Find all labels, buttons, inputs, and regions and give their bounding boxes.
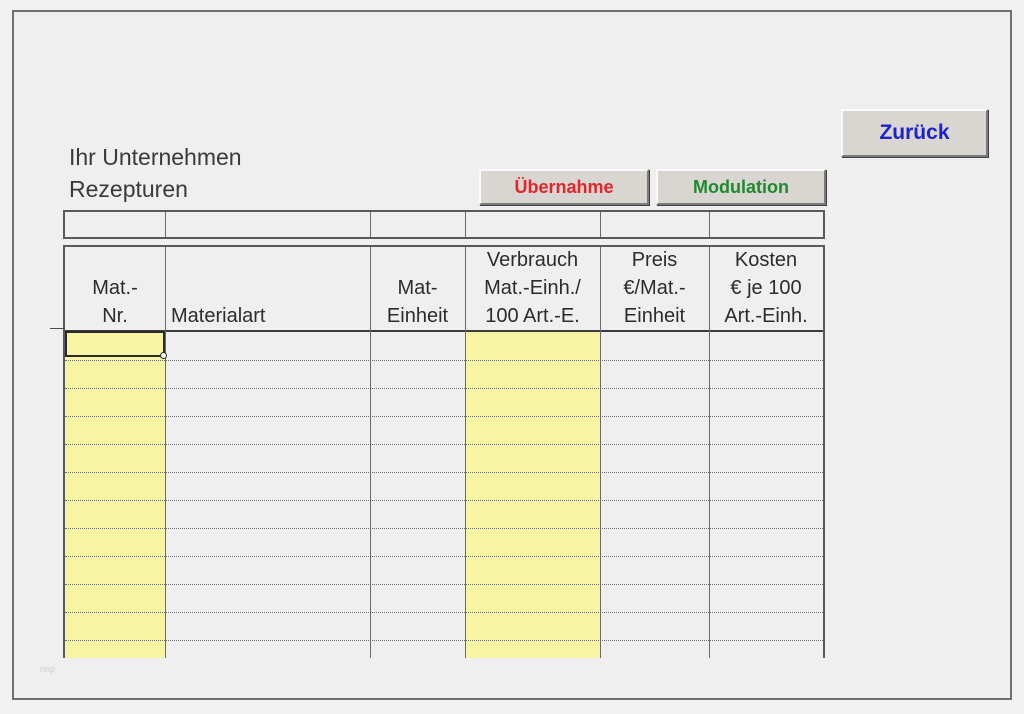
cell-price[interactable] — [600, 612, 709, 640]
cell-cost[interactable] — [709, 416, 823, 444]
cell-cost[interactable] — [709, 584, 823, 612]
company-name: Ihr Unternehmen — [69, 144, 242, 170]
header-price: Preis €/Mat.- Einheit — [623, 249, 686, 327]
cell-mat-nr[interactable] — [65, 528, 165, 556]
watermark: nnp — [40, 664, 56, 674]
cell-material-type[interactable] — [165, 416, 370, 444]
cell-mat-unit[interactable] — [370, 444, 465, 472]
cell-material-type[interactable] — [165, 388, 370, 416]
cell-mat-nr[interactable] — [65, 612, 165, 640]
cell-material-type[interactable] — [165, 556, 370, 584]
header-cost: Kosten € je 100 Art.-Einh. — [724, 249, 808, 327]
cell-price[interactable] — [600, 444, 709, 472]
cell-price[interactable] — [600, 640, 709, 658]
cell-consumption[interactable] — [465, 584, 600, 612]
cell-mat-unit[interactable] — [370, 584, 465, 612]
fill-handle[interactable] — [160, 352, 167, 359]
cell-consumption[interactable] — [465, 444, 600, 472]
cell-price[interactable] — [600, 360, 709, 388]
cell-material-type[interactable] — [165, 584, 370, 612]
cell-mat-nr[interactable] — [65, 584, 165, 612]
cell-consumption[interactable] — [465, 472, 600, 500]
cell-mat-nr[interactable] — [65, 500, 165, 528]
row-extension-mark — [50, 328, 65, 329]
cell-consumption[interactable] — [465, 500, 600, 528]
cell-material-type[interactable] — [165, 528, 370, 556]
cell-consumption[interactable] — [465, 360, 600, 388]
cell-price[interactable] — [600, 584, 709, 612]
cell-price[interactable] — [600, 472, 709, 500]
cell-mat-unit[interactable] — [370, 556, 465, 584]
cell-cost[interactable] — [709, 612, 823, 640]
cell-consumption[interactable] — [465, 612, 600, 640]
cell-mat-nr[interactable] — [65, 416, 165, 444]
cell-cost[interactable] — [709, 332, 823, 360]
cell-consumption[interactable] — [465, 556, 600, 584]
cell-material-type[interactable] — [165, 472, 370, 500]
cell-consumption[interactable] — [465, 416, 600, 444]
cell-cost[interactable] — [709, 444, 823, 472]
cell-mat-nr[interactable] — [65, 640, 165, 658]
cell-mat-unit[interactable] — [370, 640, 465, 658]
recipe-table — [63, 245, 825, 658]
cell-consumption[interactable] — [465, 640, 600, 658]
cell-mat-unit[interactable] — [370, 416, 465, 444]
cell-cost[interactable] — [709, 640, 823, 658]
modulation-button[interactable]: Modulation — [656, 169, 826, 205]
active-cell-selection[interactable] — [65, 331, 165, 357]
cell-mat-nr[interactable] — [65, 472, 165, 500]
cell-price[interactable] — [600, 332, 709, 360]
cell-material-type[interactable] — [165, 640, 370, 658]
cell-mat-nr[interactable] — [65, 556, 165, 584]
cell-cost[interactable] — [709, 360, 823, 388]
header-consumption: Verbrauch Mat.-Einh./ 100 Art.-E. — [484, 249, 581, 327]
cell-price[interactable] — [600, 528, 709, 556]
take-over-button[interactable]: Übernahme — [479, 169, 649, 205]
cell-cost[interactable] — [709, 528, 823, 556]
header-mat-unit: Mat- Einheit — [386, 277, 449, 327]
header-strip — [63, 210, 825, 239]
cell-mat-unit[interactable] — [370, 388, 465, 416]
cell-mat-unit[interactable] — [370, 528, 465, 556]
cell-material-type[interactable] — [165, 612, 370, 640]
cell-cost[interactable] — [709, 500, 823, 528]
cell-price[interactable] — [600, 500, 709, 528]
cell-mat-nr[interactable] — [65, 444, 165, 472]
cell-mat-unit[interactable] — [370, 332, 465, 360]
cell-price[interactable] — [600, 556, 709, 584]
cell-mat-nr[interactable] — [65, 360, 165, 388]
cell-cost[interactable] — [709, 472, 823, 500]
cell-mat-unit[interactable] — [370, 612, 465, 640]
cell-material-type[interactable] — [165, 360, 370, 388]
cell-cost[interactable] — [709, 556, 823, 584]
cell-cost[interactable] — [709, 388, 823, 416]
cell-mat-unit[interactable] — [370, 472, 465, 500]
cell-material-type[interactable] — [165, 500, 370, 528]
cell-material-type[interactable] — [165, 444, 370, 472]
cell-consumption[interactable] — [465, 332, 600, 360]
cell-consumption[interactable] — [465, 528, 600, 556]
header-material-type: Materialart — [171, 305, 266, 327]
cell-consumption[interactable] — [465, 388, 600, 416]
cell-mat-nr[interactable] — [65, 388, 165, 416]
cell-price[interactable] — [600, 388, 709, 416]
cell-material-type[interactable] — [165, 332, 370, 360]
cell-mat-unit[interactable] — [370, 360, 465, 388]
sheet-title: Rezepturen — [69, 176, 188, 202]
cell-mat-unit[interactable] — [370, 500, 465, 528]
back-button[interactable]: Zurück — [841, 109, 988, 157]
header-mat-nr: Mat.- Nr. — [92, 277, 138, 327]
cell-price[interactable] — [600, 416, 709, 444]
